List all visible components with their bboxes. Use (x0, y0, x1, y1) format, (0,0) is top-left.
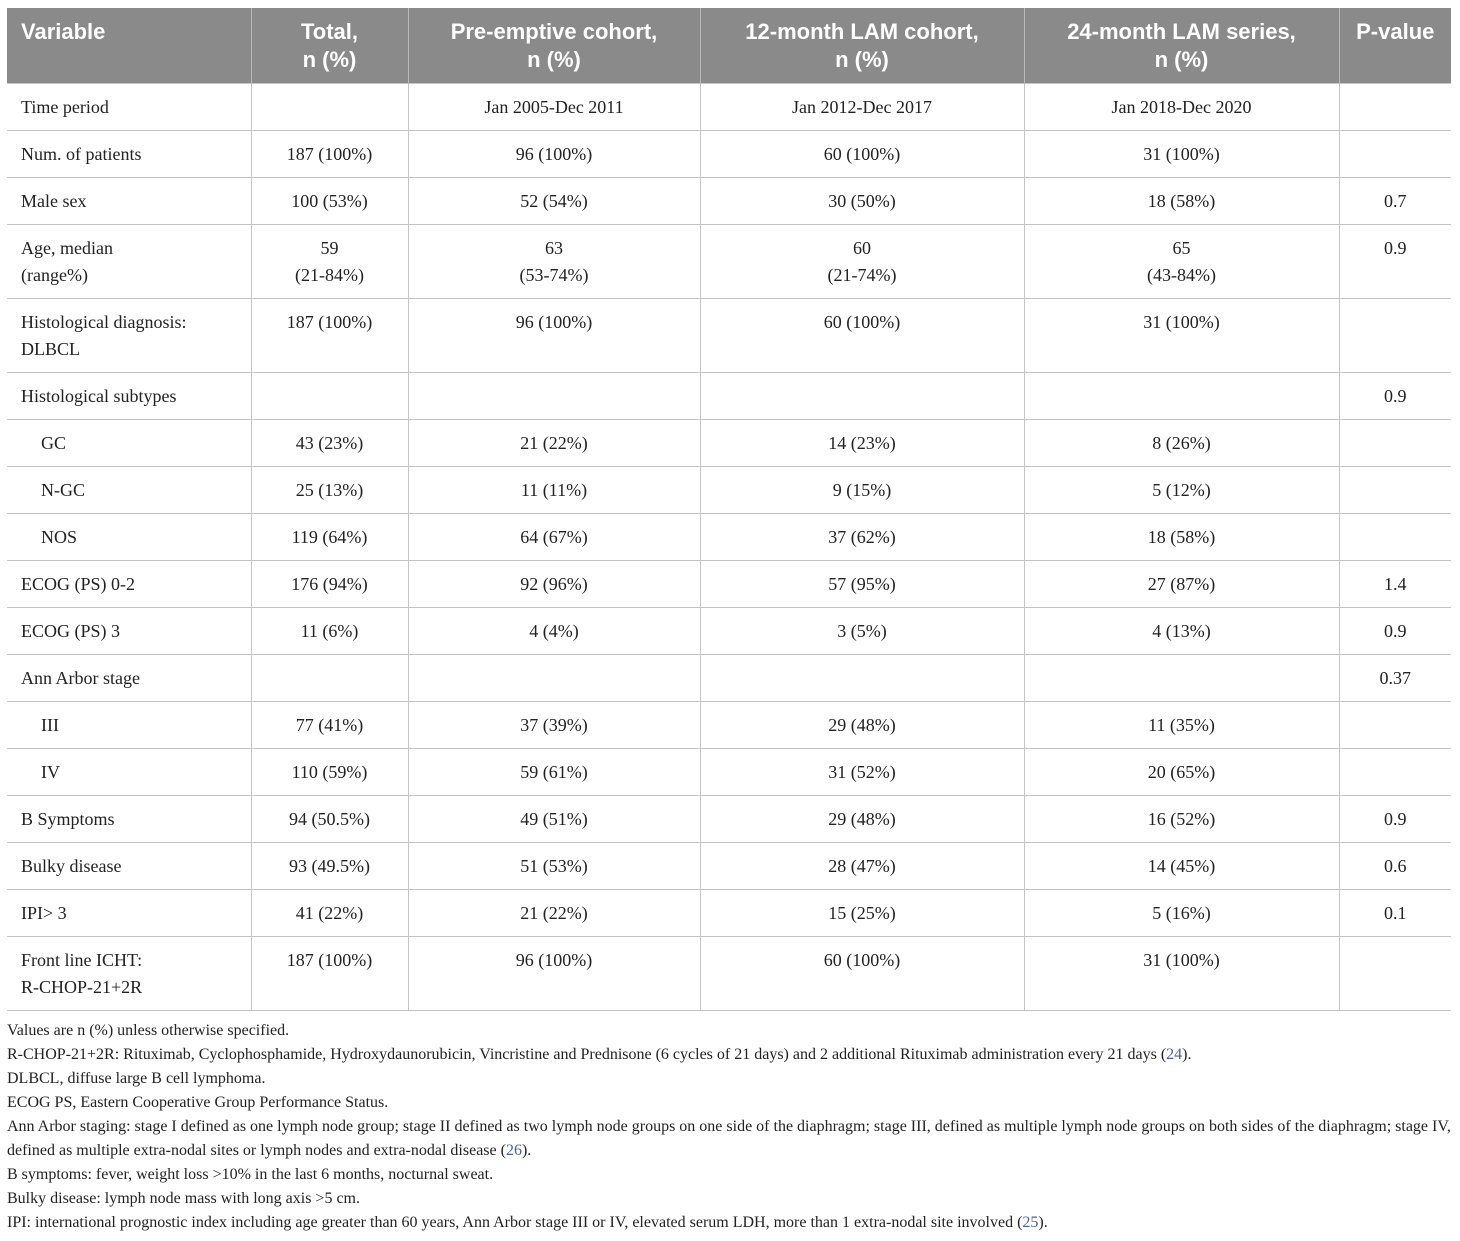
table-row (7, 84, 1451, 131)
cell-24-month: 16 (52%) (1024, 796, 1339, 843)
cell-pre-emptive: 51 (53%) (408, 843, 700, 890)
cell-24-month: Jan 2018-Dec 2020 (1024, 84, 1339, 131)
cell-pvalue (1339, 514, 1451, 561)
cell-pre-emptive: 52 (54%) (408, 178, 700, 225)
cell-pvalue (1339, 420, 1451, 467)
row-label: B Symptoms (7, 796, 251, 843)
cell-24-month: 18 (58%) (1024, 178, 1339, 225)
table-row (7, 299, 1451, 373)
cell-pre-emptive: 96 (100%) (408, 131, 700, 178)
table-container (7, 8, 1451, 1011)
cell-12-month: 15 (25%) (700, 890, 1024, 937)
table-row (7, 702, 1451, 749)
cell-total: 94 (50.5%) (251, 796, 408, 843)
cell-total: 187 (100%) (251, 131, 408, 178)
cell-pre-emptive: 63 (53-74%) (408, 225, 700, 299)
row-label: Bulky disease (7, 843, 251, 890)
header-row (7, 8, 1451, 84)
table-row (7, 131, 1451, 178)
cell-pvalue (1339, 131, 1451, 178)
cell-total: 77 (41%) (251, 702, 408, 749)
row-label: Ann Arbor stage (7, 655, 251, 702)
cell-pre-emptive: 92 (96%) (408, 561, 700, 608)
cell-pvalue (1339, 749, 1451, 796)
cell-pvalue: 0.9 (1339, 373, 1451, 420)
cell-pre-emptive (408, 655, 700, 702)
cell-12-month: 30 (50%) (700, 178, 1024, 225)
cell-12-month: 60 (21-74%) (700, 225, 1024, 299)
table-row (7, 749, 1451, 796)
cell-pre-emptive: 49 (51%) (408, 796, 700, 843)
table-row (7, 373, 1451, 420)
cell-24-month: 20 (65%) (1024, 749, 1339, 796)
footnote-values: Values are n (%) unless otherwise specified. (7, 1022, 290, 1039)
footnote-bulky: Bulky disease: lymph node mass with long axis >5 cm. (7, 1190, 360, 1207)
row-label: ECOG (PS) 3 (7, 608, 251, 655)
row-label: Num. of patients (7, 131, 251, 178)
cell-12-month: 57 (95%) (700, 561, 1024, 608)
cell-24-month: 14 (45%) (1024, 843, 1339, 890)
cell-24-month: 18 (58%) (1024, 514, 1339, 561)
cell-24-month (1024, 655, 1339, 702)
cell-total (251, 84, 408, 131)
cell-total: 176 (94%) (251, 561, 408, 608)
header-pre-emptive: Pre-emptive cohort, n (%) (408, 8, 700, 84)
header-pvalue: P-value (1339, 8, 1451, 84)
cell-total: 11 (6%) (251, 608, 408, 655)
table-row (7, 890, 1451, 937)
header-24-month: 24-month LAM series, n (%) (1024, 8, 1339, 84)
row-label: Histological subtypes (7, 373, 251, 420)
cell-12-month (700, 655, 1024, 702)
citation-link-26[interactable]: 26 (505, 1142, 522, 1159)
cell-total: 187 (100%) (251, 937, 408, 1011)
cell-24-month: 31 (100%) (1024, 299, 1339, 373)
cell-total: 119 (64%) (251, 514, 408, 561)
cell-24-month: 5 (12%) (1024, 467, 1339, 514)
cell-12-month: 29 (48%) (700, 702, 1024, 749)
cell-pvalue: 0.1 (1339, 890, 1451, 937)
patient-characteristics-table (7, 8, 1451, 1011)
row-label: IV (7, 749, 251, 796)
cell-pvalue (1339, 702, 1451, 749)
cell-12-month: 9 (15%) (700, 467, 1024, 514)
cell-pvalue (1339, 467, 1451, 514)
footnote-dlbcl: DLBCL, diffuse large B cell lymphoma. (7, 1070, 266, 1087)
cell-12-month: 3 (5%) (700, 608, 1024, 655)
cell-total: 100 (53%) (251, 178, 408, 225)
row-label: IPI> 3 (7, 890, 251, 937)
footnote-ann-arbor: Ann Arbor staging: stage I defined as one lymph node group; stage II defined as two lymph node groups on one side of the diaphragm; stage III, defined as multiple lymph node groups on both sides of the diaphragm; stage IV, defined as multiple extra-nodal sites or lymph nodes and extra-nodal disease (26). (7, 1118, 1451, 1159)
row-label: Histological diagnosis: DLBCL (7, 299, 251, 373)
cell-24-month: 11 (35%) (1024, 702, 1339, 749)
cell-pre-emptive (408, 373, 700, 420)
row-label: GC (7, 420, 251, 467)
cell-12-month: 60 (100%) (700, 299, 1024, 373)
cell-pvalue: 0.37 (1339, 655, 1451, 702)
header-total: Total, n (%) (251, 8, 408, 84)
footnote-rchop: R-CHOP-21+2R: Rituximab, Cyclophosphamide, Hydroxydaunorubicin, Vincristine and Prednisone (6 cycles of 21 days) and 2 additional Rituximab administration every 21 days (24). (7, 1046, 1192, 1063)
row-label: Age, median (range%) (7, 225, 251, 299)
table-row (7, 225, 1451, 299)
cell-total: 93 (49.5%) (251, 843, 408, 890)
table-row (7, 561, 1451, 608)
header-12-month: 12-month LAM cohort, n (%) (700, 8, 1024, 84)
cell-pvalue: 1.4 (1339, 561, 1451, 608)
row-label: N-GC (7, 467, 251, 514)
row-label: III (7, 702, 251, 749)
footnote-ecog: ECOG PS, Eastern Cooperative Group Performance Status. (7, 1094, 389, 1111)
cell-24-month: 27 (87%) (1024, 561, 1339, 608)
cell-pvalue (1339, 84, 1451, 131)
cell-24-month: 4 (13%) (1024, 608, 1339, 655)
cell-pre-emptive: 11 (11%) (408, 467, 700, 514)
cell-24-month (1024, 373, 1339, 420)
footnote-ipi: IPI: international prognostic index including age greater than 60 years, Ann Arbor stage III or IV, elevated serum LDH, more than 1 extra-nodal site involved (25). (7, 1214, 1048, 1231)
table-row (7, 467, 1451, 514)
table-row (7, 178, 1451, 225)
cell-24-month: 5 (16%) (1024, 890, 1339, 937)
row-label: Time period (7, 84, 251, 131)
cell-pvalue: 0.9 (1339, 608, 1451, 655)
citation-link-24[interactable]: 24 (1166, 1046, 1183, 1063)
cell-12-month: 60 (100%) (700, 937, 1024, 1011)
cell-24-month: 65 (43-84%) (1024, 225, 1339, 299)
row-label: Male sex (7, 178, 251, 225)
table-footnotes (7, 1019, 1453, 1235)
cell-pvalue: 0.9 (1339, 796, 1451, 843)
cell-total: 59 (21-84%) (251, 225, 408, 299)
cell-12-month: 37 (62%) (700, 514, 1024, 561)
row-label: ECOG (PS) 0-2 (7, 561, 251, 608)
cell-total: 25 (13%) (251, 467, 408, 514)
cell-12-month: 14 (23%) (700, 420, 1024, 467)
cell-pvalue: 0.7 (1339, 178, 1451, 225)
cell-pre-emptive: 96 (100%) (408, 299, 700, 373)
cell-12-month: 28 (47%) (700, 843, 1024, 890)
cell-12-month: 29 (48%) (700, 796, 1024, 843)
cell-pre-emptive: 59 (61%) (408, 749, 700, 796)
cell-pre-emptive: 96 (100%) (408, 937, 700, 1011)
table-row (7, 937, 1451, 1011)
cell-pvalue (1339, 937, 1451, 1011)
footnote-b-symptoms: B symptoms: fever, weight loss >10% in the last 6 months, nocturnal sweat. (7, 1166, 494, 1183)
cell-24-month: 8 (26%) (1024, 420, 1339, 467)
row-label: NOS (7, 514, 251, 561)
cell-12-month: Jan 2012-Dec 2017 (700, 84, 1024, 131)
cell-total: 187 (100%) (251, 299, 408, 373)
cell-24-month: 31 (100%) (1024, 131, 1339, 178)
cell-12-month (700, 373, 1024, 420)
table-row (7, 843, 1451, 890)
cell-pre-emptive: Jan 2005-Dec 2011 (408, 84, 700, 131)
table-row (7, 796, 1451, 843)
cell-pre-emptive: 21 (22%) (408, 420, 700, 467)
table-row (7, 514, 1451, 561)
cell-12-month: 60 (100%) (700, 131, 1024, 178)
cell-12-month: 31 (52%) (700, 749, 1024, 796)
cell-pre-emptive: 4 (4%) (408, 608, 700, 655)
header-variable: Variable (7, 8, 251, 84)
cell-pvalue: 0.6 (1339, 843, 1451, 890)
cell-total (251, 655, 408, 702)
cell-total: 110 (59%) (251, 749, 408, 796)
cell-pre-emptive: 64 (67%) (408, 514, 700, 561)
cell-pre-emptive: 37 (39%) (408, 702, 700, 749)
table-row (7, 608, 1451, 655)
citation-link-25[interactable]: 25 (1022, 1214, 1039, 1231)
table-row (7, 420, 1451, 467)
cell-total (251, 373, 408, 420)
cell-total: 43 (23%) (251, 420, 408, 467)
table-row (7, 655, 1451, 702)
cell-total: 41 (22%) (251, 890, 408, 937)
cell-pvalue (1339, 299, 1451, 373)
cell-24-month: 31 (100%) (1024, 937, 1339, 1011)
row-label: Front line ICHT: R-CHOP-21+2R (7, 937, 251, 1011)
cell-pvalue: 0.9 (1339, 225, 1451, 299)
cell-pre-emptive: 21 (22%) (408, 890, 700, 937)
